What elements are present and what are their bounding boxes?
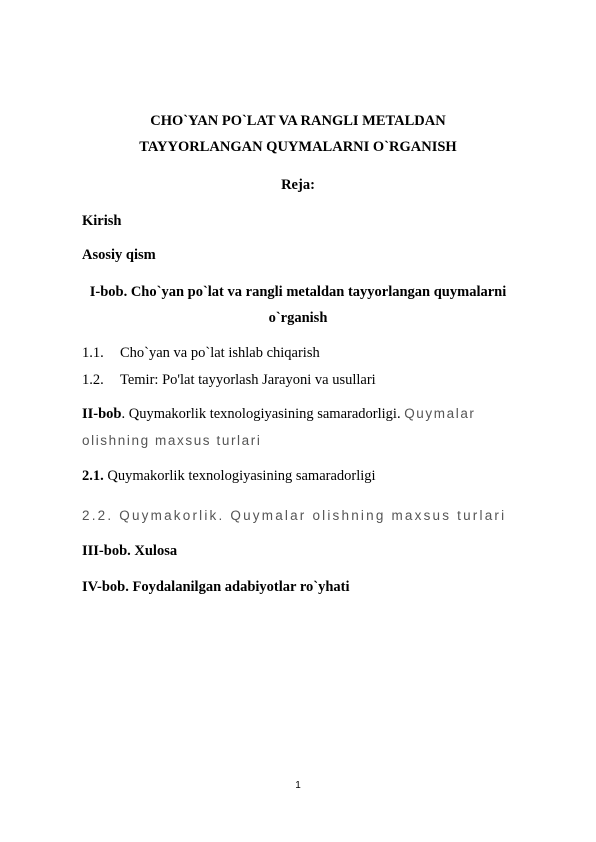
section-1-1-text: Cho`yan va po`lat ishlab chiqarish bbox=[120, 345, 320, 361]
plan-heading: Reja: bbox=[281, 177, 315, 193]
main-part-heading: Asosiy qism bbox=[82, 247, 156, 263]
chapter-4-heading: IV-bob. Foydalanilgan adabiyotlar ro`yhati bbox=[82, 579, 350, 595]
chapter-2-text: . Quymakorlik texnologiyasining samaradorligi. bbox=[121, 406, 405, 422]
section-1-2-number: 1.2. bbox=[82, 372, 104, 388]
chapter-2-spaced-part-2: olishning maxsus turlari bbox=[82, 433, 262, 448]
section-1-1 bbox=[82, 344, 320, 362]
page-number: 1 bbox=[295, 780, 301, 791]
section-1-2 bbox=[82, 371, 376, 389]
section-1-1-number: 1.1. bbox=[82, 345, 104, 361]
chapter-2-line-1 bbox=[82, 405, 476, 423]
chapter-2-spaced-part-1: Quymalar bbox=[404, 406, 476, 421]
document-title-line-2: TAYYORLANGAN QUYMALARNI O`RGANISH bbox=[139, 139, 457, 155]
chapter-2-label: II-bob bbox=[82, 406, 122, 422]
intro-heading: Kirish bbox=[82, 213, 122, 229]
chapter-1-heading-line-2: o`rganish bbox=[268, 310, 328, 326]
section-1-2-text: Temir: Po'lat tayyorlash Jarayoni va usullari bbox=[120, 372, 376, 388]
section-2-1-number: 2.1. bbox=[82, 468, 104, 484]
section-2-1 bbox=[82, 467, 376, 485]
document-title-line-1: CHO`YAN PO`LAT VA RANGLI METALDAN bbox=[150, 113, 446, 129]
section-2-1-text: Quymakorlik texnologiyasining samaradorligi bbox=[103, 468, 376, 484]
chapter-1-heading-line-1: I-bob. Cho`yan po`lat va rangli metaldan tayyorlangan quymalarni bbox=[89, 284, 507, 300]
chapter-3-heading: III-bob. Xulosa bbox=[82, 543, 178, 559]
section-2-2: 2.2. Quymakorlik. Quymalar olishning maxsus turlari bbox=[82, 508, 507, 523]
